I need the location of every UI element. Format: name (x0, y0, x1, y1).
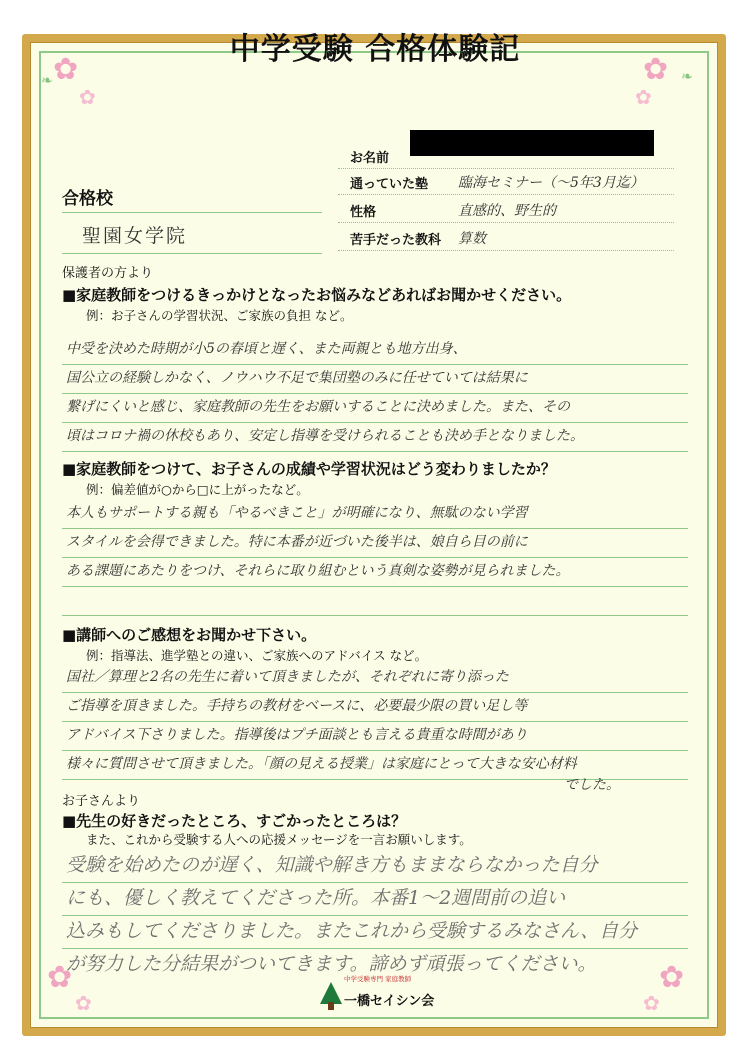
child-section-heading: お子さんより (62, 794, 141, 809)
question-3-example: 例：指導法、進学塾との違い、ご家族へのアドバイス など。 (86, 648, 428, 663)
school-field (62, 212, 322, 254)
cherry-blossom-icon: ✿ (79, 85, 96, 109)
answer-3-line: アドバイス下さりました。指導後はプチ面談とも言える貴重な時間があり (62, 722, 688, 751)
profile-value: 算数 (458, 231, 486, 247)
question-4: ■先生の好きだったところ、すごかったところは？ (62, 812, 407, 830)
answer-1-line: 中受を決めた時期が小5の春頃と遅く、また両親とも地方出身、 (62, 336, 688, 365)
company-logo (318, 970, 435, 1020)
profile-label: 通っていた塾 (350, 177, 429, 192)
cherry-blossom-icon: ✿ (75, 991, 92, 1015)
answer-4-line: にも、優しく教えてくださった所。本番1～2週間前の追い (62, 883, 688, 916)
question-1: ■家庭教師をつけるきっかけとなったお悩みなどあればお聞かせください。 (62, 286, 572, 304)
cherry-blossom-icon: ✿ (47, 960, 73, 995)
answer-4-line: が努力した分結果がついてきます。諦めず頑張ってください。 (66, 953, 597, 975)
profile-value: 臨海セミナー（～5年3月迄） (458, 175, 644, 191)
answer-4-line: 受験を始めたのが遅く、知識や解き方もままならなかった自分 (62, 850, 688, 883)
answer-3-line: 様々に質問させて頂きました。「顔の見える授業」は家庭にとって大きな安心材料 (62, 751, 688, 780)
answer-4-line: 込みもしてくださりました。またこれから受験するみなさん、自分 (62, 916, 688, 949)
logo-tagline: 中学受験専門 家庭教師 (344, 975, 412, 983)
answer-1-line: 繋げにくいと感じ、家庭教師の先生をお願いすることに決めました。また、その (62, 394, 688, 423)
parent-section-heading: 保護者の方より (62, 266, 154, 281)
school-value: 聖園女学院 (82, 225, 188, 247)
profile-label: 性格 (350, 205, 377, 220)
question-4-sub: また、これから受験する人への応援メッセージを一言お願いします。 (86, 832, 472, 847)
profile-value: 直感的、野生的 (458, 203, 556, 219)
cherry-blossom-icon: ✿ (643, 991, 660, 1015)
school-label: 合格校 (62, 189, 113, 209)
profile-label: お名前 (350, 151, 390, 166)
answer-2-line: スタイルを会得できました。特に本番が近づいた後半は、娘自ら目の前に (62, 529, 688, 558)
cherry-blossom-icon: ✿ (635, 85, 652, 109)
name-redaction (410, 130, 654, 156)
answer-2-line: 本人もサポートする親も「やるべきこと」が明確になり、無駄のない学習 (62, 500, 688, 529)
answer-2-line (62, 587, 688, 616)
profile-label: 苦手だった教科 (350, 233, 442, 248)
page-title: 中学受験 合格体験記 (229, 32, 521, 67)
leaf-icon: ❧ (41, 73, 53, 89)
tree-trunk (328, 1002, 334, 1010)
answer-1-line: 頃はコロナ禍の休校もあり、安定し指導を受けられることも決め手となりました。 (62, 423, 688, 452)
answer-3-line: 国社／算理と2名の先生に着いて頂きましたが、それぞれに寄り添った (62, 664, 688, 693)
question-2-example: 例：偏差値が○から□に上がったなど。 (86, 482, 309, 497)
question-3: ■講師へのご感想をお聞かせ下さい。 (62, 626, 317, 644)
profile-personality-row (338, 198, 674, 223)
logo-name: 一橋セイシン会 (344, 994, 435, 1009)
question-2: ■家庭教師をつけて、お子さんの成績や学習状況はどう変わりましたか？ (62, 460, 556, 478)
answer-3-line: ご指導を頂きました。手持ちの教材をベースに、必要最少限の買い足し等 (62, 693, 688, 722)
tree-icon (320, 982, 342, 1004)
profile-juku-row (338, 170, 674, 195)
cherry-blossom-icon: ✿ (659, 960, 685, 995)
leaf-icon: ❧ (681, 69, 693, 85)
answer-2-line: ある課題にあたりをつけ、それらに取り組むという真剣な姿勢が見られました。 (62, 558, 688, 587)
cherry-blossom-icon: ✿ (643, 52, 669, 87)
cherry-blossom-icon: ✿ (53, 52, 79, 87)
profile-weak-subject-row (338, 226, 674, 251)
answer-3-line: でした。 (564, 777, 620, 793)
question-1-example: 例：お子さんの学習状況、ご家族の負担 など。 (86, 308, 353, 323)
answer-1-line: 国公立の経験しかなく、ノウハウ不足で集団塾のみに任せていては結果に (62, 365, 688, 394)
